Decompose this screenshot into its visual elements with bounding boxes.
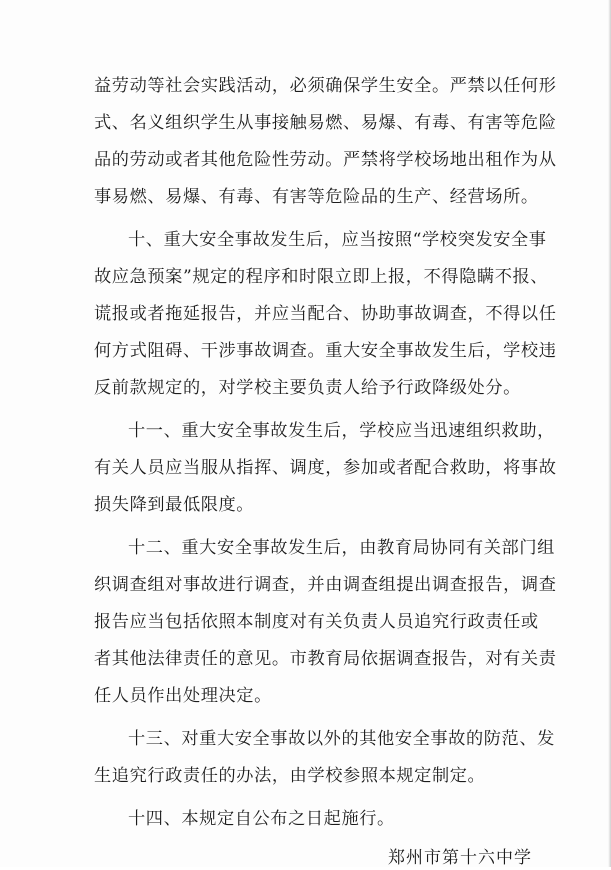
paragraph-11-line-2: 有关人员应当服从指挥、调度，参加或者配合救助，将事故: [94, 458, 557, 478]
text-line-2: 式、名义组织学生从事接触易燃、易爆、有毒、有害等危险: [94, 113, 557, 133]
paragraph-10-line-5: 反前款规定的，对学校主要负责人给予行政降级处分。: [94, 378, 521, 398]
paragraph-10-line-2: 故应急预案”规定的程序和时限立即上报，不得隐瞒不报、: [94, 267, 549, 287]
paragraph-12-line-2: 织调查组对事故进行调查，并由调查组提出调查报告，调查: [94, 575, 557, 595]
signature-organization: 郑州市第十六中学: [388, 848, 532, 868]
paragraph-11-line-3: 损失降到最低限度。: [94, 495, 255, 515]
paragraph-12-line-4: 者其他法律责任的意见。市教育局依据调查报告，对有关责: [94, 649, 557, 669]
paragraph-13-line-2: 生追究行政责任的办法，由学校参照本规定制定。: [94, 766, 486, 786]
paragraph-12-line-1: 十二、重大安全事故发生后，由教育局协同有关部门组: [128, 538, 555, 558]
paragraph-10-line-3: 谎报或者拖延报告，并应当配合、协助事故调查，不得以任: [94, 304, 557, 324]
text-line-4: 事易燃、易爆、有毒、有害等危险品的生产、经营场所。: [94, 187, 539, 207]
paragraph-10-line-1: 十、重大安全事故发生后，应当按照“学校突发安全事: [128, 230, 547, 250]
text-line-1: 益劳动等社会实践活动，必须确保学生安全。严禁以任何形: [94, 76, 557, 96]
paragraph-12-line-5: 任人员作出处理决定。: [94, 686, 272, 706]
paragraph-11-line-1: 十一、重大安全事故发生后，学校应当迅速组织救助，: [128, 421, 555, 441]
paragraph-12-line-3: 报告应当包括依照本制度对有关负责人员追究行政责任或: [94, 612, 539, 632]
paragraph-13-line-1: 十三、对重大安全事故以外的其他安全事故的防范、发: [128, 729, 555, 749]
paragraph-14-line-1: 十四、本规定自公布之日起施行。: [128, 809, 395, 829]
text-line-3: 品的劳动或者其他危险性劳动。严禁将学校场地出租作为从: [94, 150, 557, 170]
paragraph-10-line-4: 何方式阻碍、干涉事故调查。重大安全事故发生后，学校违: [94, 341, 557, 361]
